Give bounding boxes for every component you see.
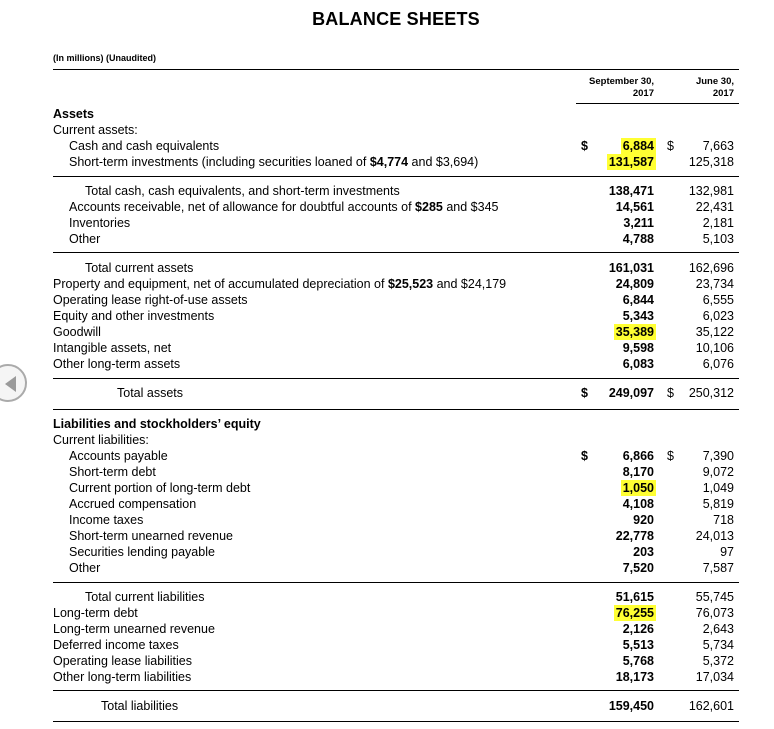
label-text: Property and equipment, net of accumulated depreciation of xyxy=(53,277,388,291)
table-row xyxy=(0,231,774,247)
table-row xyxy=(0,432,774,448)
value-sep-2017: 6,866 xyxy=(622,449,654,463)
label-amount: $285 xyxy=(415,200,443,214)
value-sep-2017: 35,389 xyxy=(615,325,654,339)
table-row xyxy=(0,199,774,215)
value-sep-2017: 7,520 xyxy=(622,561,654,575)
currency-symbol: $ xyxy=(667,449,674,463)
table-row xyxy=(0,340,774,356)
value-jun-2017: 132,981 xyxy=(688,184,734,198)
row-label: Total cash, cash equivalents, and short-term investments xyxy=(85,184,400,198)
table-row xyxy=(0,215,774,231)
value-sep-2017: 8,170 xyxy=(622,465,654,479)
table-row xyxy=(0,416,774,432)
value-jun-2017: 5,819 xyxy=(702,497,734,511)
value-sep-2017: 5,513 xyxy=(622,638,654,652)
value-sep-2017: 920 xyxy=(633,513,654,527)
label-amount: $25,523 xyxy=(387,277,434,291)
label-amount: $4,774 xyxy=(369,155,409,169)
row-label xyxy=(69,154,478,170)
page-title: BALANCE SHEETS xyxy=(312,9,480,29)
row-label: Short-term debt xyxy=(69,465,156,479)
table-row xyxy=(0,496,774,512)
table-row xyxy=(0,480,774,496)
value-jun-2017: 2,181 xyxy=(702,216,734,230)
value-jun-2017: 6,076 xyxy=(702,357,734,371)
value-sep-2017: 138,471 xyxy=(608,184,654,198)
value-sep-2017: 9,598 xyxy=(622,341,654,355)
value-sep-2017: 5,343 xyxy=(622,309,654,323)
row-label: Other long-term liabilities xyxy=(53,670,192,684)
value-jun-2017: 162,601 xyxy=(688,699,734,713)
value-sep-2017: 14,561 xyxy=(615,200,654,214)
value-sep-2017: 76,255 xyxy=(615,606,654,620)
section-rule xyxy=(53,690,739,691)
value-jun-2017: 1,049 xyxy=(702,481,734,495)
value-jun-2017: 6,555 xyxy=(702,293,734,307)
label-text: Accounts receivable, net of allowance for doubtful accounts of xyxy=(69,200,416,214)
section-rule xyxy=(53,409,739,410)
section-rule xyxy=(53,582,739,583)
value-sep-2017: 3,211 xyxy=(623,216,654,230)
table-row xyxy=(0,560,774,576)
value-jun-2017: 125,318 xyxy=(688,155,734,169)
value-jun-2017: 2,643 xyxy=(702,622,734,636)
value-sep-2017: 161,031 xyxy=(608,261,654,275)
row-label: Long-term unearned revenue xyxy=(53,622,215,636)
value-jun-2017: 7,587 xyxy=(702,561,734,575)
table-row xyxy=(0,544,774,560)
value-sep-2017: 249,097 xyxy=(608,386,654,400)
table-row xyxy=(0,260,774,276)
row-label: Liabilities and stockholders’ equity xyxy=(53,417,261,431)
arrow-left-icon xyxy=(5,376,16,392)
table-row xyxy=(0,106,774,122)
row-label: Operating lease liabilities xyxy=(53,654,192,668)
table-row xyxy=(0,669,774,685)
section-rule xyxy=(53,721,739,722)
table-row xyxy=(0,385,774,401)
label-text: and $24,179 xyxy=(433,277,507,291)
table-row xyxy=(0,308,774,324)
label-text: Short-term investments (including securities loaned of xyxy=(69,155,370,169)
table-row xyxy=(0,324,774,340)
table-row xyxy=(0,356,774,372)
row-label: Current portion of long-term debt xyxy=(69,481,251,495)
value-jun-2017: 5,103 xyxy=(702,232,734,246)
value-sep-2017: 24,809 xyxy=(615,277,654,291)
units-note: (In millions) (Unaudited) xyxy=(53,53,156,63)
value-sep-2017: 6,083 xyxy=(622,357,654,371)
row-label: Total liabilities xyxy=(101,699,179,713)
currency-symbol: $ xyxy=(581,449,588,463)
value-jun-2017: 5,734 xyxy=(702,638,734,652)
currency-symbol: $ xyxy=(667,139,674,153)
table-row xyxy=(0,276,774,292)
value-sep-2017: 18,173 xyxy=(615,670,654,684)
section-rule xyxy=(53,176,739,177)
value-jun-2017: 5,372 xyxy=(702,654,734,668)
value-jun-2017: 24,013 xyxy=(695,529,734,543)
table-row xyxy=(0,589,774,605)
row-label: Long-term debt xyxy=(53,606,138,620)
value-jun-2017: 76,073 xyxy=(695,606,734,620)
row-label: Other xyxy=(69,561,101,575)
value-sep-2017: 131,587 xyxy=(608,155,654,169)
table-row xyxy=(0,448,774,464)
value-sep-2017: 6,884 xyxy=(622,139,654,153)
value-jun-2017: 162,696 xyxy=(688,261,734,275)
row-label: Current assets: xyxy=(53,123,138,137)
row-label: Total current liabilities xyxy=(85,590,205,604)
value-jun-2017: 35,122 xyxy=(695,325,734,339)
value-sep-2017: 4,108 xyxy=(622,497,654,511)
currency-symbol: $ xyxy=(581,139,588,153)
table-row xyxy=(0,138,774,154)
row-label: Total current assets xyxy=(85,261,194,275)
row-label: Other long-term assets xyxy=(53,357,181,371)
table-row xyxy=(0,512,774,528)
row-label xyxy=(53,276,506,292)
row-label: Equity and other investments xyxy=(53,309,215,323)
row-label: Other xyxy=(69,232,101,246)
table-row xyxy=(0,698,774,714)
value-jun-2017: 17,034 xyxy=(695,670,734,684)
value-jun-2017: 9,072 xyxy=(702,465,734,479)
row-label xyxy=(69,199,498,215)
value-jun-2017: 23,734 xyxy=(695,277,734,291)
column-header-sep-2017: September 30, 2017 xyxy=(589,76,654,99)
currency-symbol: $ xyxy=(581,386,588,400)
section-rule xyxy=(53,252,739,253)
row-label: Securities lending payable xyxy=(69,545,215,559)
table-row xyxy=(0,292,774,308)
table-row xyxy=(0,122,774,138)
table-row xyxy=(0,637,774,653)
label-text: and $345 xyxy=(442,200,499,214)
section-rule xyxy=(53,378,739,379)
row-label: Cash and cash equivalents xyxy=(69,139,220,153)
table-row xyxy=(0,154,774,170)
value-jun-2017: 97 xyxy=(720,545,734,559)
value-sep-2017: 5,768 xyxy=(622,654,654,668)
header-rule xyxy=(53,69,739,70)
table-row xyxy=(0,653,774,669)
value-jun-2017: 7,663 xyxy=(702,139,734,153)
value-sep-2017: 203 xyxy=(633,545,654,559)
value-sep-2017: 1,050 xyxy=(622,481,654,495)
row-label: Operating lease right-of-use assets xyxy=(53,293,248,307)
value-jun-2017: 250,312 xyxy=(688,386,734,400)
value-jun-2017: 6,023 xyxy=(702,309,734,323)
currency-symbol: $ xyxy=(667,386,674,400)
value-sep-2017: 22,778 xyxy=(615,529,654,543)
table-row xyxy=(0,605,774,621)
row-label: Total assets xyxy=(117,386,184,400)
table-row xyxy=(0,464,774,480)
row-label: Inventories xyxy=(69,216,131,230)
value-jun-2017: 7,390 xyxy=(702,449,734,463)
label-text: and $3,694) xyxy=(408,155,479,169)
row-label: Accrued compensation xyxy=(69,497,197,511)
column-header-rule xyxy=(576,103,739,104)
value-jun-2017: 22,431 xyxy=(695,200,734,214)
table-row xyxy=(0,183,774,199)
value-jun-2017: 10,106 xyxy=(695,341,734,355)
table-row xyxy=(0,528,774,544)
value-sep-2017: 159,450 xyxy=(608,699,654,713)
value-jun-2017: 55,745 xyxy=(695,590,734,604)
row-label: Deferred income taxes xyxy=(53,638,179,652)
table-row xyxy=(0,621,774,637)
row-label: Intangible assets, net xyxy=(53,341,172,355)
column-header-jun-2017: June 30, 2017 xyxy=(695,76,734,99)
row-label: Assets xyxy=(53,107,94,121)
row-label: Income taxes xyxy=(69,513,144,527)
value-sep-2017: 51,615 xyxy=(615,590,654,604)
value-jun-2017: 718 xyxy=(713,513,734,527)
value-sep-2017: 2,126 xyxy=(622,622,654,636)
row-label: Goodwill xyxy=(53,325,101,339)
value-sep-2017: 6,844 xyxy=(622,293,654,307)
row-label: Short-term unearned revenue xyxy=(69,529,233,543)
value-sep-2017: 4,788 xyxy=(622,232,654,246)
row-label: Accounts payable xyxy=(69,449,168,463)
row-label: Current liabilities: xyxy=(53,433,149,447)
